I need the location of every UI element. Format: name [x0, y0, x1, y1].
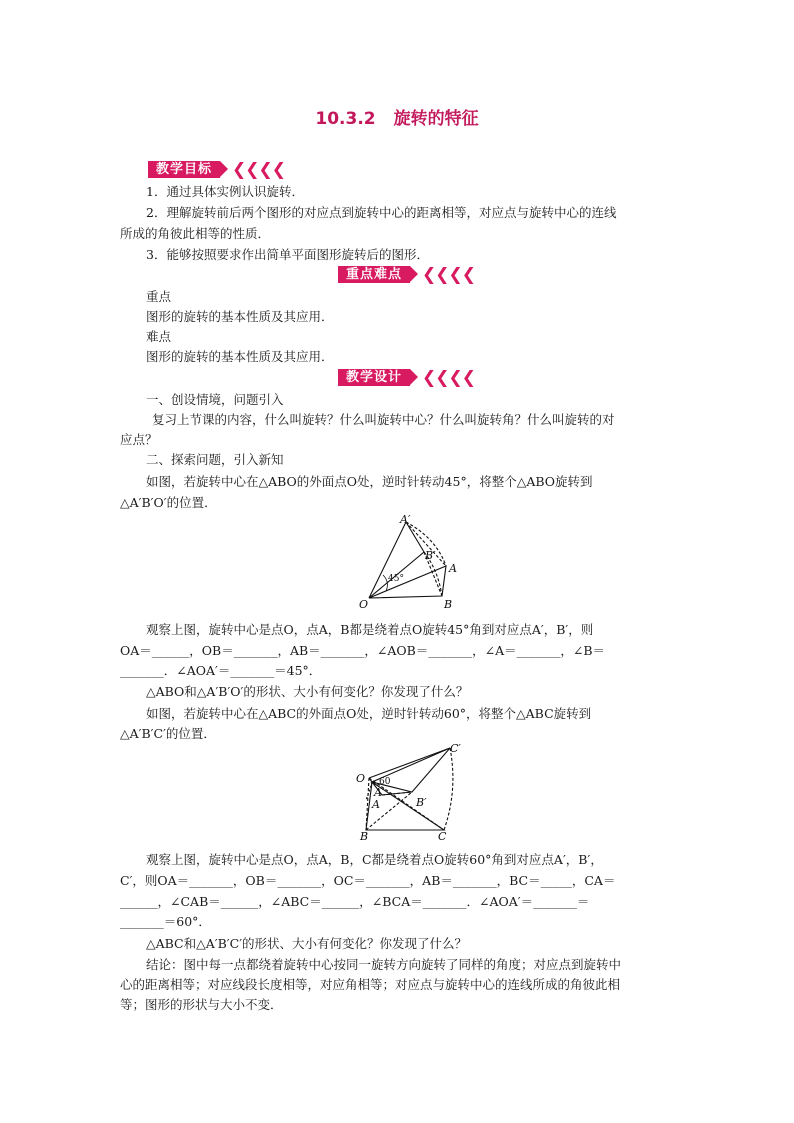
rotation-figure-60: [352, 740, 470, 844]
label-c: C: [438, 830, 447, 843]
paragraph: 复习上节课的内容，什么叫旋转？什么叫旋转中心？什么叫旋转角？什么叫旋转的对: [152, 412, 615, 427]
paragraph: 观察上图，旋转中心是点O，点A，B都是绕着点O旋转45°角到对应点A′，B′，则: [146, 622, 594, 637]
design-banner: [338, 368, 475, 387]
difficulty-heading: 难点: [146, 329, 172, 344]
label-o: O: [356, 772, 366, 785]
angle-label: 45°: [388, 574, 404, 584]
question: △ABO和△A′B′O′的形状、大小有何变化？你发现了什么？: [146, 684, 469, 699]
goal-item: 1．通过具体实例认识旋转．: [146, 184, 304, 199]
chevron-left-icon: ❮❮❮❮: [232, 159, 285, 180]
chevron-left-icon: ❮❮❮❮: [422, 367, 475, 388]
section-title: 旋转的特征: [393, 109, 479, 129]
step-heading: 二、探索问题，引入新知: [146, 452, 284, 467]
conclusion: 结论：图中每一点都绕着旋转中心按同一旋转方向旋转了同样的角度；对应点到旋转中: [146, 957, 622, 972]
paragraph: △A′B′C′的位置．: [120, 726, 216, 741]
chevron-left-icon: ❮❮❮❮: [422, 264, 475, 285]
label-b: B: [360, 830, 369, 843]
angle-label: 60: [379, 777, 391, 787]
label-o: O: [359, 598, 369, 611]
label-c-prime: C′: [450, 742, 461, 755]
fill-blank-line: C′，则OA＝_______，OB＝_______，OC＝_______，AB＝_______，BC＝_____，CA＝: [120, 873, 616, 888]
fill-blank-line: _______．∠AOA′＝_______＝45°．: [120, 663, 322, 678]
label-b: B: [444, 598, 453, 611]
label-b-prime: B′: [416, 796, 427, 809]
design-tag: 教学设计: [338, 369, 410, 386]
conclusion: 等；图形的形状与大小不变．: [120, 997, 283, 1012]
key-text: 图形的旋转的基本性质及其应用．: [146, 309, 334, 324]
key-points-tag: 重点难点: [338, 266, 410, 283]
question: △ABC和△A′B′C′的形状、大小有何变化？你发现了什么？: [146, 936, 468, 951]
label-b-prime: B′: [425, 549, 436, 562]
page-title: [0, 104, 794, 129]
paragraph: 观察上图，旋转中心是点O，点A，B，C都是绕着点O旋转60°角到对应点A′，B′，: [146, 852, 603, 867]
goals-banner: [148, 160, 285, 179]
paragraph: 如图，若旋转中心在△ABC的外面点O处，逆时针转动60°，将整个△ABC旋转到: [146, 706, 592, 721]
difficulty-text: 图形的旋转的基本性质及其应用．: [146, 349, 334, 364]
goals-tag: 教学目标: [148, 161, 220, 178]
key-points-banner: [338, 265, 475, 284]
rotation-figure-45: [358, 512, 470, 616]
fill-blank-line: ______，∠CAB＝______，∠ABC＝______，∠BCA＝_______．∠AOA′＝_______＝: [120, 894, 590, 909]
paragraph: 如图，若旋转中心在△ABO的外面点O处，逆时针转动45°，将整个△ABO旋转到: [146, 474, 593, 489]
paragraph: 应点？: [120, 432, 158, 447]
key-heading: 重点: [146, 289, 172, 304]
label-a-prime: A′: [400, 513, 411, 526]
goal-item: 3．能够按照要求作出简单平面图形旋转后的图形．: [146, 247, 429, 262]
goal-item-continued: 所成的角彼此相等的性质．: [120, 226, 271, 241]
paragraph: △A′B′O′的位置．: [120, 495, 217, 510]
label-a: A: [372, 798, 380, 811]
fill-blank-line: OA＝______，OB＝_______，AB＝_______，∠AOB＝_______，∠A＝_______，∠B＝: [120, 643, 606, 658]
section-number: 10.3.2: [315, 109, 376, 129]
label-a-prime: A′: [374, 786, 385, 799]
label-a: A: [449, 562, 457, 575]
step-heading: 一、创设情境，问题引入: [146, 392, 284, 407]
fill-blank-line: _______＝60°．: [120, 914, 211, 929]
goal-item: 2．理解旋转前后两个图形的对应点到旋转中心的距离相等，对应点与旋转中心的连线: [146, 205, 617, 220]
conclusion: 心的距离相等；对应线段长度相等，对应角相等；对应点与旋转中心的连线所成的角彼此相: [120, 977, 621, 992]
